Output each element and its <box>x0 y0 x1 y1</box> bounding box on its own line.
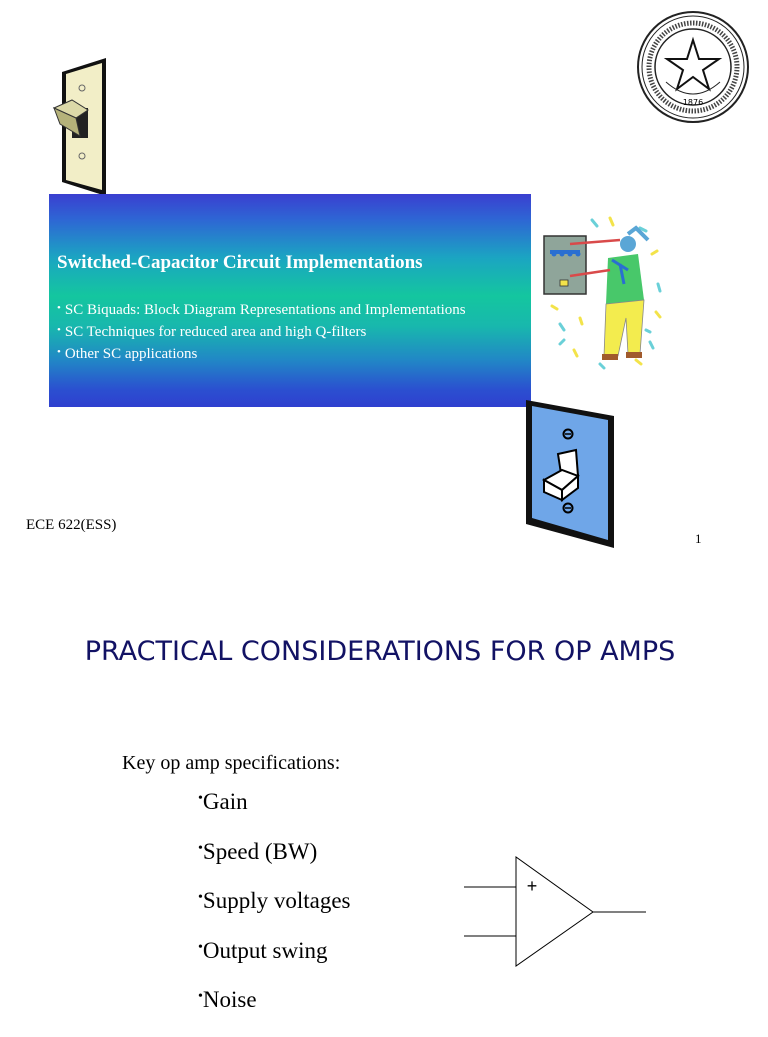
specs-intro: Key op amp specifications: <box>122 752 341 774</box>
spec-text: Output swing <box>202 937 328 963</box>
light-switch-icon <box>50 58 110 196</box>
topic-item <box>57 344 466 366</box>
plus-terminal-label: + <box>526 876 538 896</box>
slide-2 <box>0 560 768 1024</box>
spec-item-supply <box>198 888 351 938</box>
spec-text: Noise <box>202 987 257 1012</box>
spec-item-speed <box>198 839 351 889</box>
op-amp-symbol-icon <box>460 854 650 970</box>
course-code: ECE 622(ESS) <box>26 517 117 533</box>
spec-text: Supply voltages <box>202 888 351 913</box>
topic-text: Other SC applications <box>64 346 198 362</box>
university-seal-icon <box>636 10 750 124</box>
page-number: 1 <box>695 531 702 546</box>
bullet: • <box>198 989 203 1004</box>
topic-item <box>57 300 466 322</box>
bullet: • <box>198 890 203 905</box>
spec-text: Speed (BW) <box>202 838 318 864</box>
bullet: • <box>57 302 61 314</box>
topic-text: SC Biquads: Block Diagram Representations and Implementations <box>64 302 466 318</box>
light-switch-icon <box>522 396 618 548</box>
spec-item-gain <box>198 789 351 839</box>
topic-list <box>57 300 466 366</box>
slide-2-title: PRACTICAL CONSIDERATIONS FOR OP AMPS <box>84 636 676 667</box>
bullet: • <box>198 840 203 856</box>
topic-text: SC Techniques for reduced area and high Q-filters <box>64 324 367 340</box>
bullet: • <box>57 346 61 358</box>
spec-item-swing <box>198 938 351 988</box>
spec-list <box>198 789 351 1037</box>
worker-at-panel-icon <box>540 214 670 374</box>
topic-item <box>57 322 466 344</box>
bullet: • <box>198 791 203 806</box>
seal-year: 1876 <box>682 98 704 107</box>
spec-text: Gain <box>202 789 248 814</box>
spec-item-noise <box>198 987 351 1037</box>
slide-1-title: Switched-Capacitor Circuit Implementations <box>57 252 423 273</box>
bullet: • <box>57 324 61 336</box>
title-banner <box>49 194 531 407</box>
bullet: • <box>198 939 203 955</box>
